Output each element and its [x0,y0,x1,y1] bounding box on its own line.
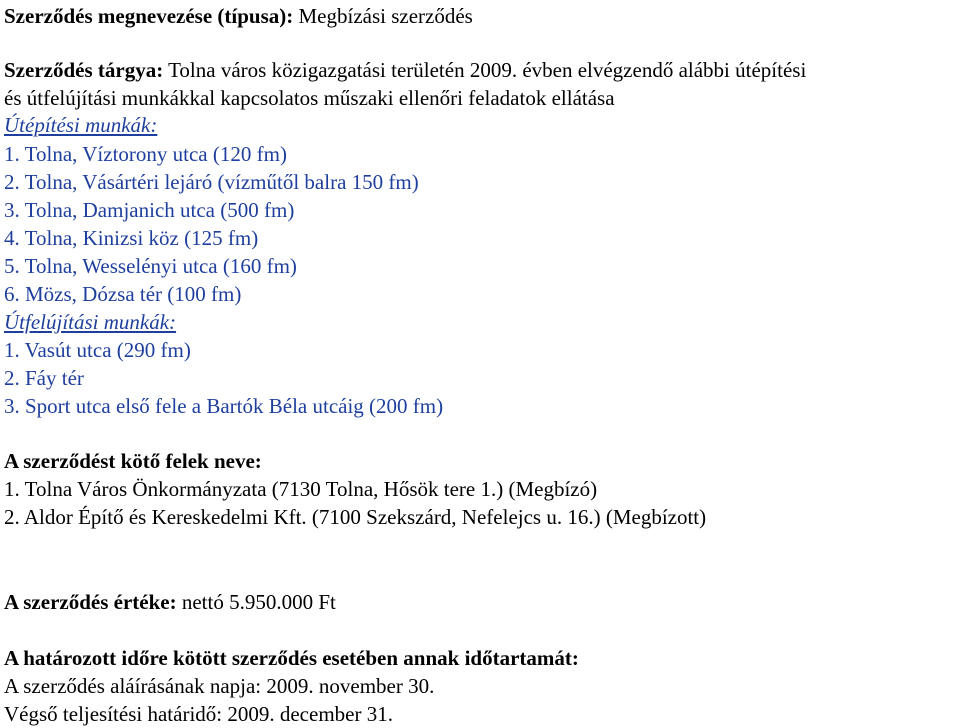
road-construction-item: 4. Tolna, Kinizsi köz (125 fm) [4,226,259,250]
contract-subject-line-2 [4,86,615,110]
completion-deadline: Végső teljesítési határidő: 2009. december 31. [4,702,393,726]
contract-subject-line-1 [4,58,806,82]
road-construction-item: 2. Tolna, Vásártéri lejáró (vízműtől balra 150 fm) [4,170,419,194]
contract-name-line [4,4,473,28]
road-renewal-item: 1. Vasút utca (290 fm) [4,338,191,362]
party-item: 1. Tolna Város Önkormányzata (7130 Tolna, Hősök tere 1.) (Megbízó) [4,477,598,501]
road-construction-item: 1. Tolna, Víztorony utca (120 fm) [4,142,287,166]
contract-subject-value-1: Tolna város közigazgatási területén 2009. évben elvégzendő alábbi útépítési [163,58,807,82]
contract-name-label: Szerződés megnevezése (típusa): [4,4,294,28]
road-construction-heading: Útépítési munkák: [4,113,158,137]
party-item: 2. Aldor Építő és Kereskedelmi Kft. (7100 Szekszárd, Nefelejcs u. 16.) (Megbízott) [4,505,707,529]
contract-name-value: Megbízási szerződés [293,4,473,28]
contract-subject-value-2: és útfelújítási munkákkal kapcsolatos műszaki ellenőri feladatok ellátása [4,86,615,110]
road-construction-item: 3. Tolna, Damjanich utca (500 fm) [4,198,295,222]
contract-value-label: A szerződés értéke: [4,590,177,614]
contract-value-line [4,590,336,614]
duration-heading: A határozott időre kötött szerződés esetében annak időtartamát: [4,646,579,670]
contract-subject-label: Szerződés tárgya: [4,58,164,82]
road-construction-item: 5. Tolna, Wesselényi utca (160 fm) [4,254,297,278]
signing-date: A szerződés aláírásának napja: 2009. november 30. [4,674,435,698]
contract-value-amount: nettó 5.950.000 Ft [176,590,336,614]
road-renewal-item: 2. Fáy tér [4,366,84,390]
road-renewal-item: 3. Sport utca első fele a Bartók Béla utcáig (200 fm) [4,394,444,418]
road-renewal-heading: Útfelújítási munkák: [4,310,177,334]
road-construction-item: 6. Mözs, Dózsa tér (100 fm) [4,282,242,306]
parties-heading: A szerződést kötő felek neve: [4,449,262,473]
